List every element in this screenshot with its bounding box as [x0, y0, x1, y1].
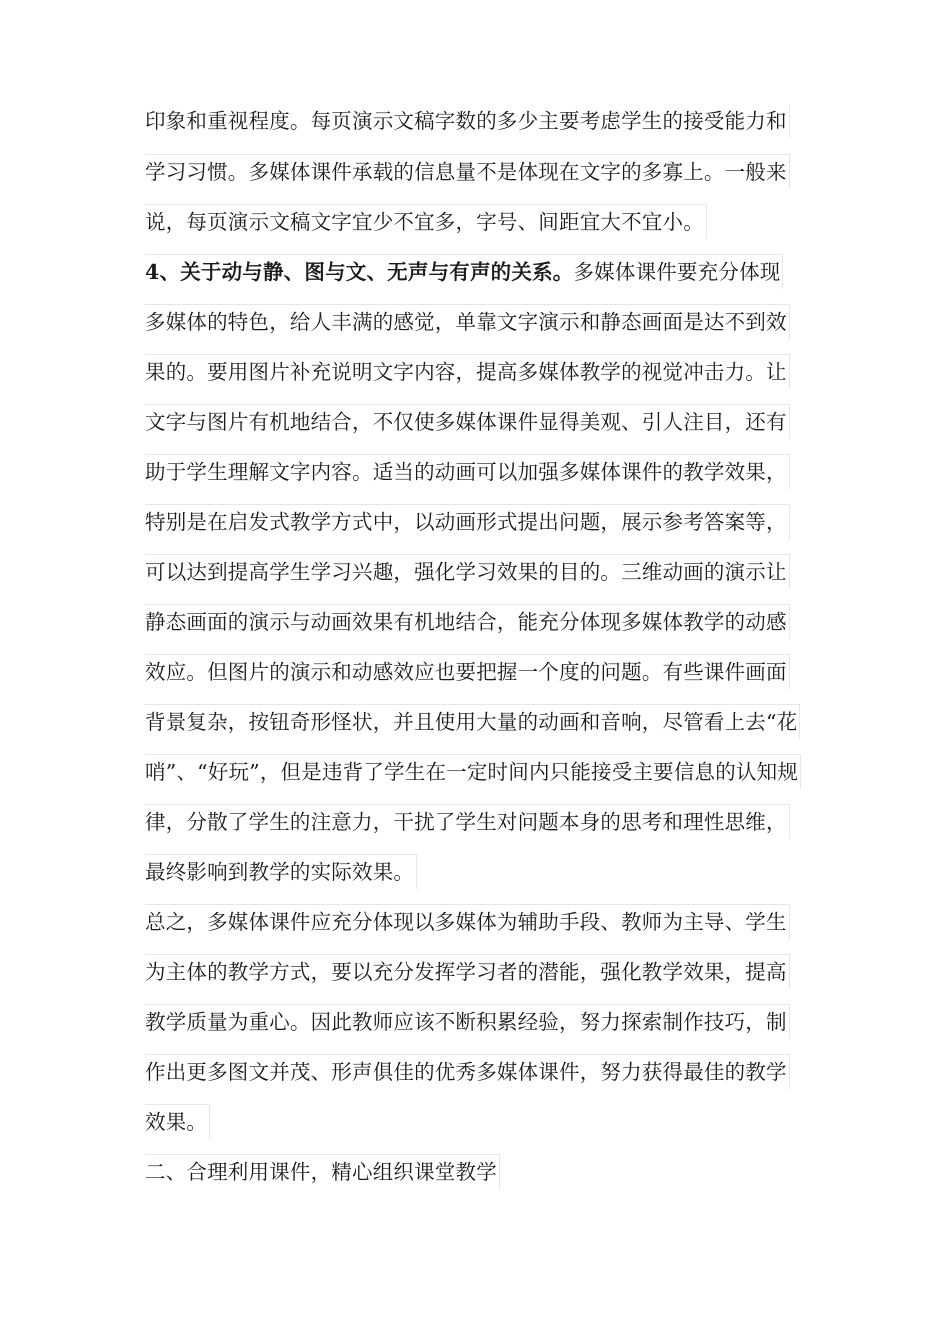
text-line-7: 文字与图片有机地结合，不仅使多媒体课件显得美观、引人注目，还有 [145, 404, 790, 439]
text-line-13: 背景复杂，按钮奇形怪状，并且使用大量的动画和音响，尽管看上去“花 [145, 704, 800, 739]
section-4-heading: 4、关于动与静、图与文、无声与有声的关系。 [145, 260, 574, 284]
text-line-17: 总之，多媒体课件应充分体现以多媒体为辅助手段、教师为主导、学生 [145, 904, 790, 939]
section-4-heading-rest: 多媒体课件要充分体现 [573, 260, 781, 284]
text-line-10: 可以达到提高学生学习兴趣，强化学习效果的目的。三维动画的演示让 [145, 554, 790, 589]
text-line-14: 哨”、“好玩”，但是违背了学生在一定时间内只能接受主要信息的认知规 [145, 754, 801, 789]
text-line-21: 效果。 [145, 1104, 210, 1139]
text-line-1: 印象和重视程度。每页演示文稿字数的多少主要考虑学生的接受能力和 [145, 104, 790, 138]
text-line-11: 静态画面的演示与动画效果有机地结合，能充分体现多媒体教学的动感 [145, 604, 790, 639]
text-line-16: 最终影响到教学的实际效果。 [145, 854, 417, 889]
section-2-heading: 二、合理利用课件，精心组织课堂教学 [145, 1154, 500, 1189]
text-line-20: 作出更多图文并茂、形声俱佳的优秀多媒体课件，努力获得最佳的教学 [145, 1054, 790, 1089]
text-line-19: 教学质量为重心。因此教师应该不断积累经验，努力探索制作技巧，制 [145, 1004, 790, 1039]
text-line-18: 为主体的教学方式，要以充分发挥学习者的潜能，强化教学效果，提高 [145, 954, 790, 989]
text-line-8: 助于学生理解文字内容。适当的动画可以加强多媒体课件的教学效果， [145, 454, 790, 489]
text-line-15: 律，分散了学生的注意力，干扰了学生对问题本身的思考和理性思维， [145, 804, 790, 839]
text-line-5: 多媒体的特色，给人丰满的感觉，单靠文字演示和静态画面是达不到效 [145, 304, 790, 339]
text-line-9: 特别是在启发式教学方式中，以动画形式提出问题，展示参考答案等， [145, 504, 790, 539]
text-line-12: 效应。但图片的演示和动感效应也要把握一个度的问题。有些课件画面 [145, 654, 790, 689]
text-line-6: 果的。要用图片补充说明文字内容，提高多媒体教学的视觉冲击力。让 [145, 354, 790, 389]
text-line-3: 说，每页演示文稿文字宜少不宜多，字号、间距宜大不宜小。 [145, 204, 707, 239]
section-4-heading-line [145, 254, 783, 289]
text-line-2: 学习习惯。多媒体课件承载的信息量不是体现在文字的多寡上。一般来 [145, 154, 790, 189]
